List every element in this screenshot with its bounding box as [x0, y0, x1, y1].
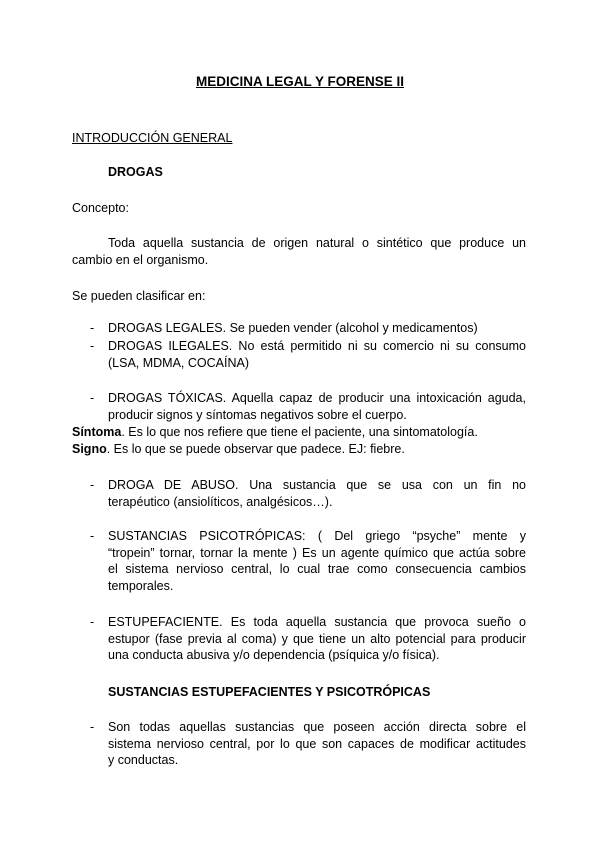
item-son-todas-line-3: y conductas. — [108, 753, 179, 767]
subsection-drogas: DROGAS — [108, 165, 163, 179]
subsection-sustancias: SUSTANCIAS ESTUPEFACIENTES Y PSICOTRÓPICAS — [108, 685, 431, 699]
signo-term: Signo — [72, 442, 107, 456]
concepto-label: Concepto: — [72, 201, 129, 215]
item-abuso — [108, 477, 526, 510]
sintoma-text: . Es lo que nos refiere que tiene el paciente, una sintomatología. — [121, 425, 478, 439]
item-toxicas — [108, 390, 526, 423]
concepto-paragraph — [72, 235, 526, 268]
item-estupefaciente-line-2: estupor (fase previa al coma) y que tiene un alto potencial para producir — [108, 631, 526, 646]
clasificar-intro: Se pueden clasificar en: — [72, 289, 206, 303]
item-legales — [108, 320, 526, 337]
item-psicotropicas — [108, 528, 526, 594]
item-abuso-line-2: terapéutico (ansiolíticos, analgésicos…). — [108, 494, 333, 509]
item-ilegales — [108, 338, 526, 371]
item-estupefaciente — [108, 614, 526, 664]
signo-text: . Es lo que se puede observar que padece. EJ: fiebre. — [106, 442, 405, 456]
bullet-dash: - — [90, 339, 95, 353]
concepto-line-2: cambio en el organismo. — [72, 252, 209, 267]
item-son-todas — [108, 719, 526, 769]
item-toxicas-line-1: DROGAS TÓXICAS. Aquella capaz de producir una intoxicación aguda, — [108, 391, 526, 405]
item-psicotropicas-line-4: temporales. — [108, 578, 174, 593]
bullet-dash: - — [90, 391, 95, 405]
concepto-line-1: Toda aquella sustancia de origen natural o sintético que produce un — [108, 236, 526, 250]
item-son-todas-line-2: sistema nervioso central, por lo que son capaces de modificar actitudes — [108, 736, 526, 751]
item-psicotropicas-line-3: el sistema nervioso central, lo cual trae como consecuencia cambios — [108, 562, 526, 576]
signo-definition — [72, 441, 405, 457]
item-legales-line-1: DROGAS LEGALES. Se pueden vender (alcohol y medicamentos) — [108, 321, 478, 335]
item-psicotropicas-line-1: SUSTANCIAS PSICOTRÓPICAS: ( Del griego “psyche” mente y — [108, 529, 526, 543]
item-estupefaciente-line-1: ESTUPEFACIENTE. Es toda aquella sustancia que provoca sueño o — [108, 615, 526, 629]
item-toxicas-line-2: producir signos y síntomas negativos sobre el cuerpo. — [108, 407, 407, 422]
bullet-dash: - — [90, 720, 95, 734]
bullet-dash: - — [90, 478, 95, 492]
page-title: MEDICINA LEGAL Y FORENSE II — [195, 74, 405, 89]
item-ilegales-line-2: (LSA, MDMA, COCAÍNA) — [108, 355, 249, 370]
sintoma-definition — [72, 424, 478, 440]
item-estupefaciente-line-3: una conducta abusiva y/o dependencia (psíquica y/o física). — [108, 648, 440, 662]
section-heading: INTRODUCCIÓN GENERAL — [72, 131, 233, 145]
item-son-todas-line-1: Son todas aquellas sustancias que poseen acción directa sobre el — [108, 720, 526, 734]
item-abuso-line-1: DROGA DE ABUSO. Una sustancia que se usa con un fin no — [108, 478, 526, 492]
item-psicotropicas-line-2: “tropein” tornar, tornar la mente ) Es un agente químico que actúa sobre — [108, 545, 526, 560]
bullet-dash: - — [90, 615, 95, 629]
bullet-dash: - — [90, 321, 95, 335]
item-ilegales-line-1: DROGAS ILEGALES. No está permitido ni su comercio ni su consumo — [108, 339, 526, 353]
bullet-dash: - — [90, 529, 95, 543]
sintoma-term: Síntoma — [72, 425, 122, 439]
